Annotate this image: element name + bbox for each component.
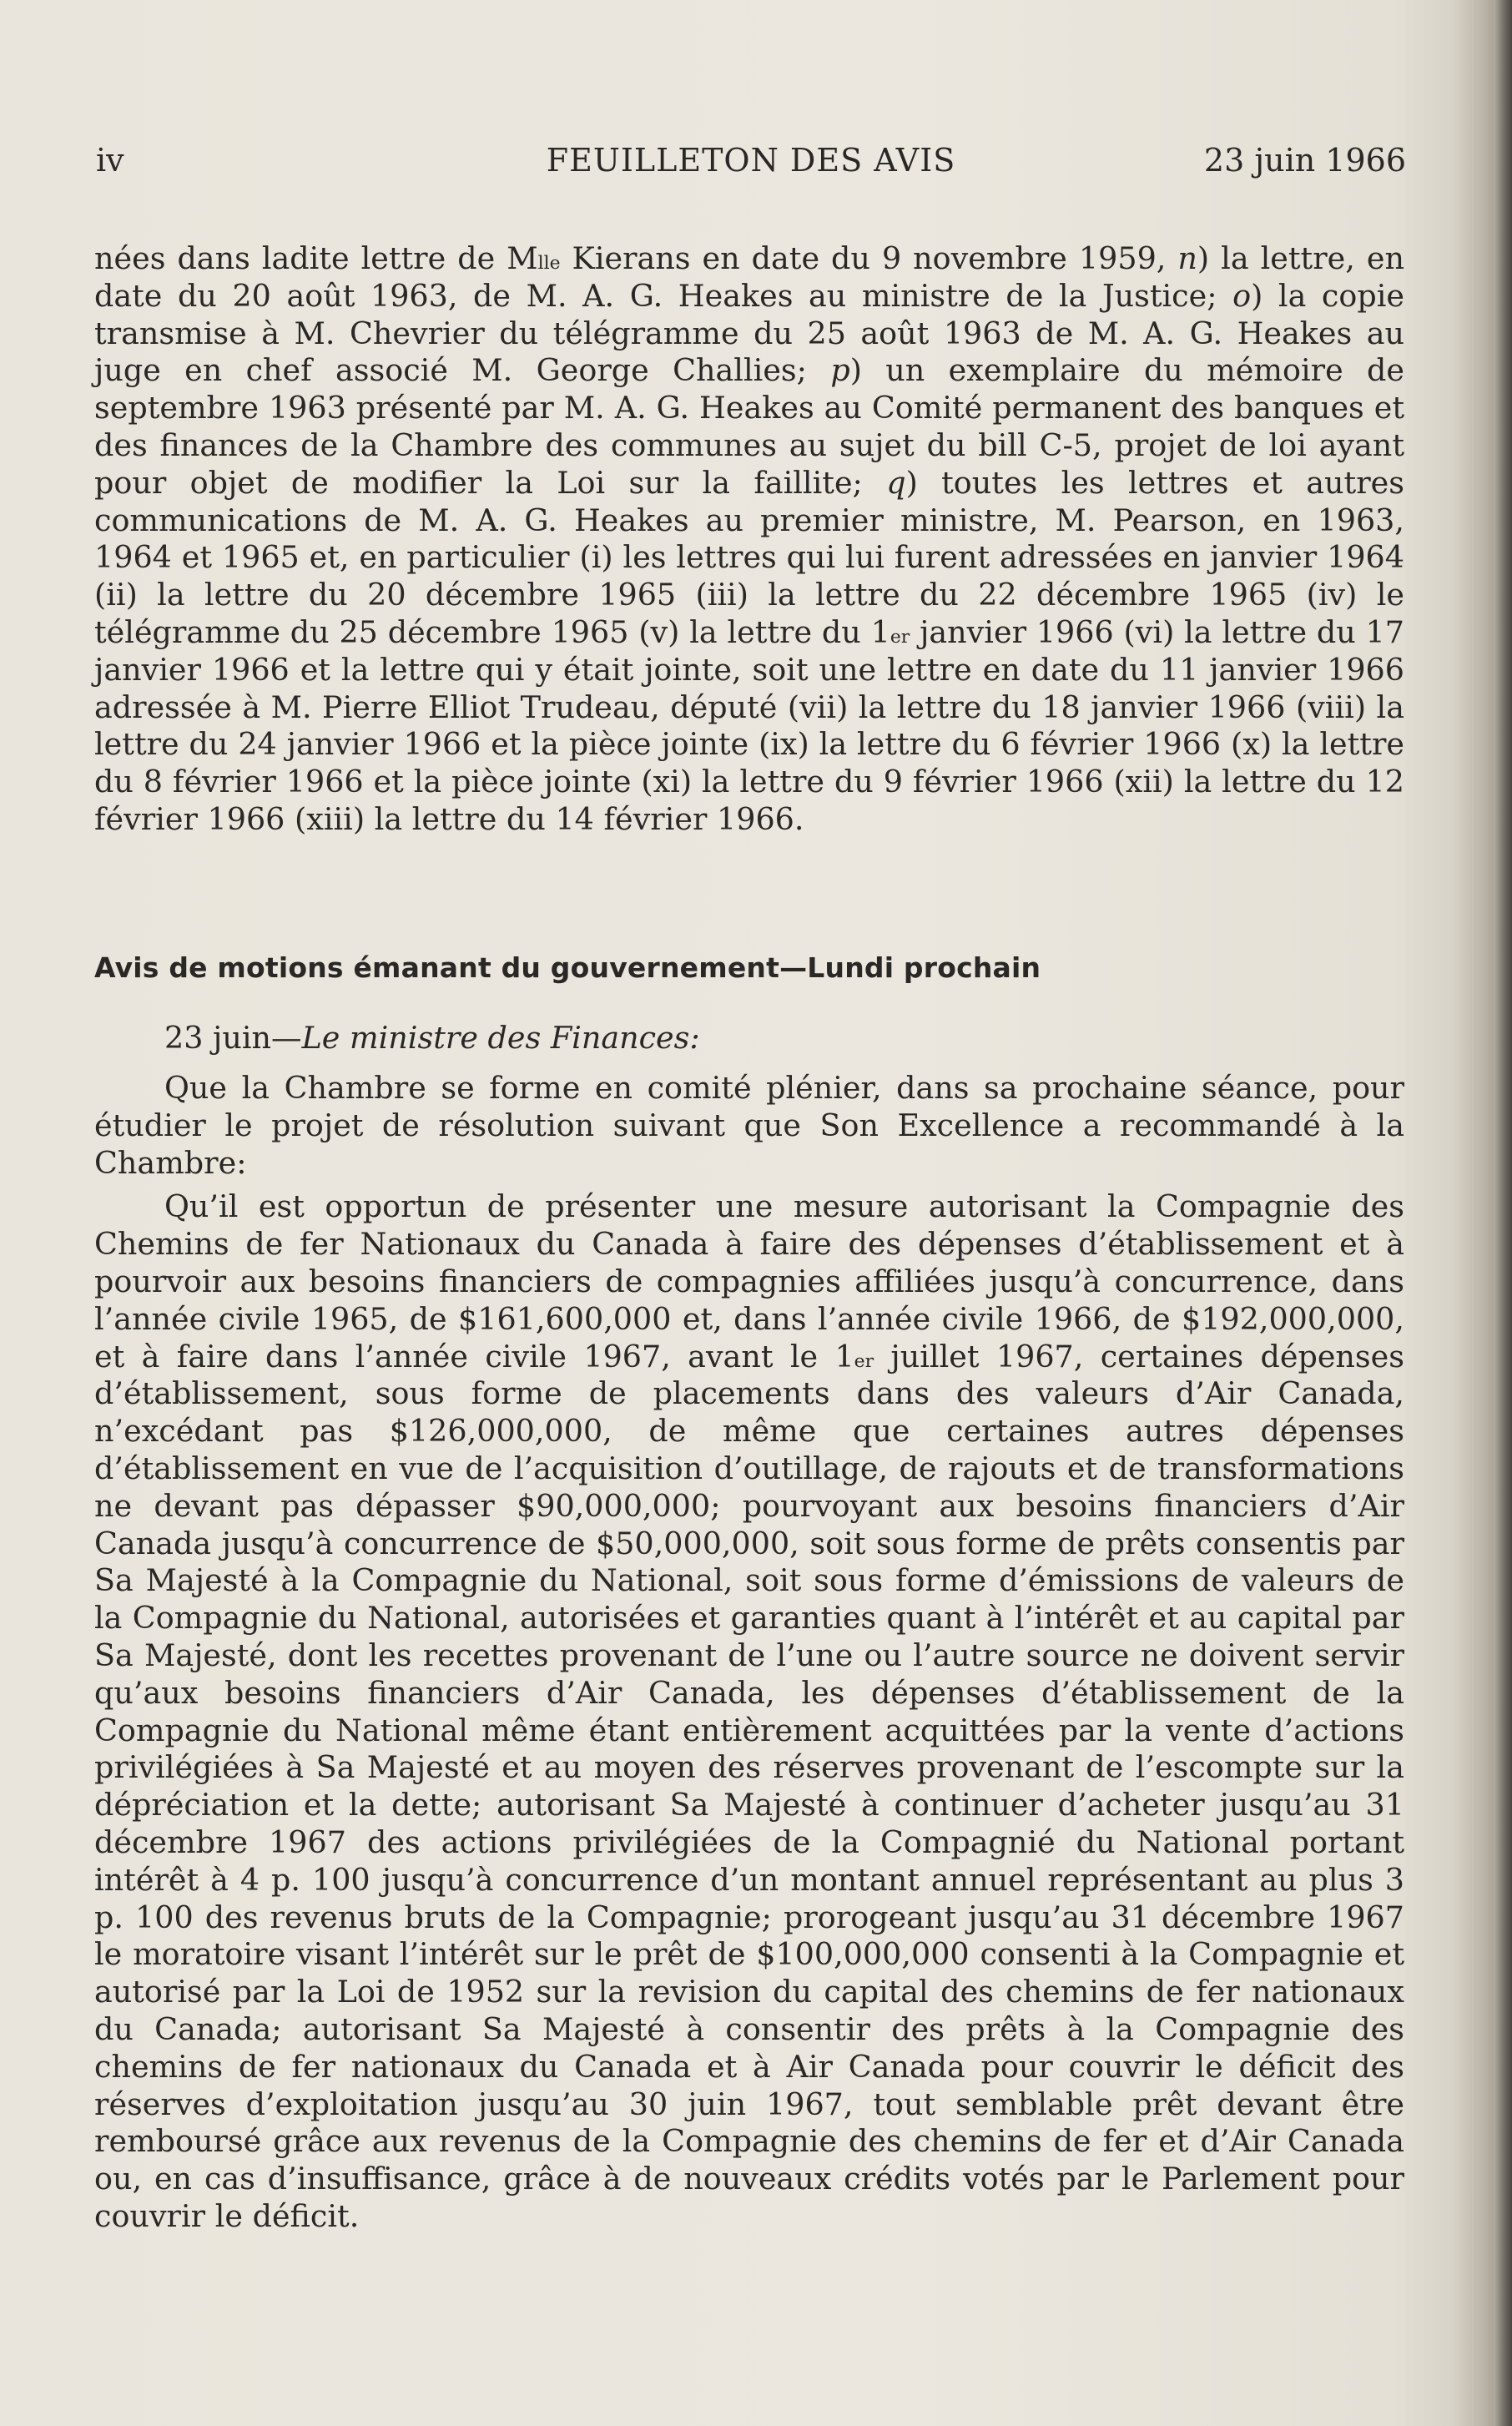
header-date: 23 juin 1966 [1203, 142, 1406, 179]
motion-body [94, 1070, 1404, 2236]
page-number: iv [96, 142, 124, 179]
motion-date: 23 juin— [164, 1020, 302, 1056]
continuation-text: nées dans ladite lettre de $M^{lle}$ Kierans en date du 9 novembre 1959, n) la lettre, en date du 20 août 1963, de M. A. G. Heakes au ministre de la Justice; o) la copie transmise à M. Chevrier du télégramme du 25 août 1963 de M. A. G. Heakes au juge en chef associé M. George Challies; p) un exemplaire du mémoire de septembre 1963 présenté par M. A. G. Heakes au Comité permanent des banques et des finances de la Chambre des communes au sujet du bill C-5, projet de loi ayant pour objet de modifier la Loi sur la faillite; q) toutes les lettres et autres communications de M. A. G. Heakes au premier ministre, M. Pearson, en 1963, 1964 et 1965 et, en particulier (i) les lettres qui lui furent adressées en janvier 1964 (ii) la lettre du 20 décembre 1965 (iii) la lettre du 22 décembre 1965 (iv) le télégramme du 25 décembre 1965 (v) la lettre du 1er janvier 1966 (vi) la lettre du 17 janvier 1966 et la lettre qui y était jointe, soit une lettre en date du 11 janvier 1966 adressée à M. Pierre Elliot Trudeau, député (vii) la lettre du 18 janvier 1966 (viii) la lettre du 24 janvier 1966 et la pièce jointe (ix) la lettre du 6 février 1966 (x) la lettre du 8 février 1966 et la pièce jointe (xi) la lettre du 9 février 1966 (xii) la lettre du 12 février 1966 (xiii) la lettre du 14 février 1966. [94, 240, 1405, 837]
continuation-paragraph [94, 240, 1404, 839]
page-binding-edge [1494, 0, 1512, 2426]
running-header [96, 142, 1406, 184]
motion-paragraph-2: Qu’il est opportun de présenter une mesure autorisant la Compagnie des Chemins de fer Nationaux du Canada à faire des dépenses d’établissement et à pourvoir aux besoins financiers de compagnies affiliées jusqu’à concurrence, dans l’année civile 1965, de $161,600,000 et, dans l’année civile 1966, de $192,000,000, et à faire dans l’année civile 1967, avant le 1er juillet 1967, certaines dépenses d’établissement, sous forme de placements dans des valeurs d’Air Canada, n’excédant pas $126,000,000, de même que certaines autres dépenses d’établissement en vue de l’acquisition d’outillage, de rajouts et de transformations ne devant pas dépasser $90,000,000; pourvoyant aux besoins financiers d’Air Canada jusqu’à concurrence de $50,000,000, soit sous forme de prêts consentis par Sa Majesté à la Compagnie du National, soit sous forme d’émissions de valeurs de la Compagnie du National, autorisées et garanties quant à l’intérêt et au capital par Sa Majesté, dont les recettes provenant de l’une ou l’autre source ne doivent servir qu’aux besoins financiers d’Air Canada, les dépenses d’établissement de la Compagnie du National même étant entièrement acquittées par la vente d’actions privilégiées à Sa Majesté et au moyen des réserves provenant de l’escompte sur la dépréciation et la dette; autorisant Sa Majesté à continuer d’acheter jusqu’au 31 décembre 1967 des actions privilégiées de la Compagnié du National portant intérêt à 4 p. 100 jusqu’à concurrence d’un montant annuel représentant au plus 3 p. 100 des revenus bruts de la Compagnie; prorogeant jusqu’au 31 décembre 1967 le moratoire visant l’intérêt sur le prêt de $100,000,000 consenti à la Compagnie et autorisé par la Loi de 1952 sur la revision du capital des chemins de fer nationaux du Canada; autorisant Sa Majesté à consentir des prêts à la Compagnie des chemins de fer nationaux du Canada et à Air Canada pour couvrir le déficit des réserves d’exploitation jusqu’au 30 juin 1967, tout semblable prêt devant être remboursé grâce aux revenus de la Compagnie des chemins de fer et d’Air Canada ou, en cas d’insuffisance, grâce à de nouveaux crédits votés par le Parlement pour couvrir le déficit. [94, 1188, 1404, 2234]
motion-minister: Le ministre des Finances: [301, 1020, 700, 1056]
motion-date-line [94, 1020, 1404, 1057]
publication-title: FEUILLETON DES AVIS [546, 142, 956, 179]
section-heading: Avis de motions émanant du gouvernement—Lundi prochain [94, 951, 1041, 984]
motion-paragraph-1: Que la Chambre se forme en comité plénier, dans sa prochaine séance, pour étudier le projet de résolution suivant que Son Excellence a recommandé à la Chambre: [94, 1070, 1404, 1181]
